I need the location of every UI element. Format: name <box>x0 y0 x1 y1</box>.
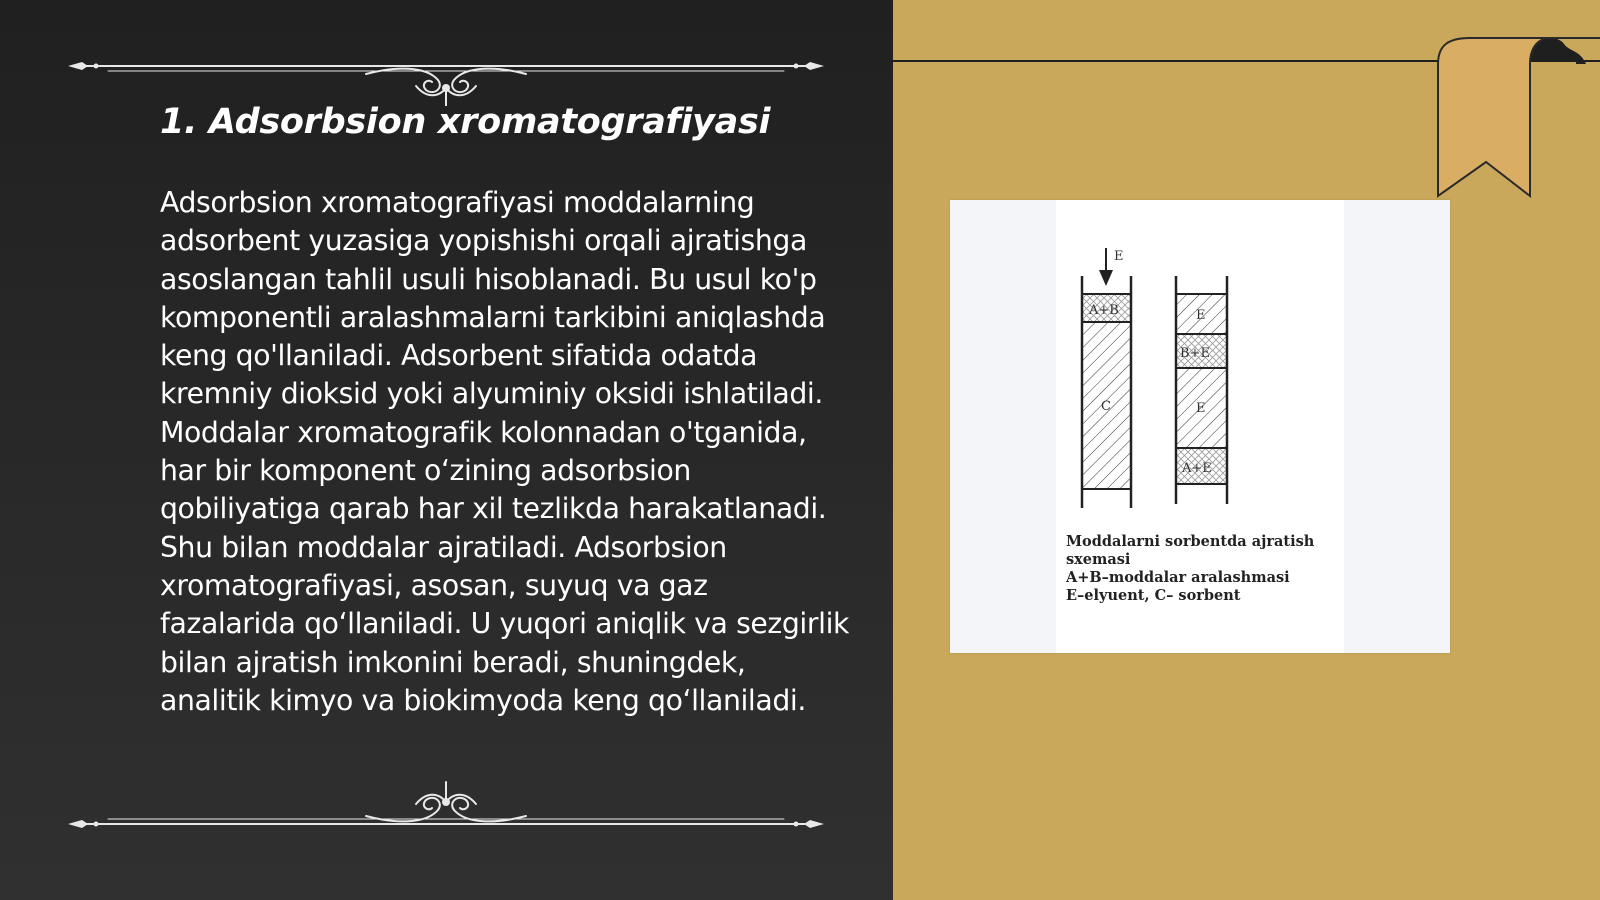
ornamental-divider-icon <box>66 36 826 106</box>
column1-top-label: A+B <box>1089 303 1119 318</box>
figure-caption-line-1: Moddalarni sorbentda ajratish <box>1066 533 1315 550</box>
ornamental-divider-icon <box>66 774 826 844</box>
slide-body-text: Adsorbsion xromatografiyasi moddalarning adsorbent yuzasiga yopishishi orqali ajratishga asoslangan tahlil usuli hisoblanadi. Bu usul ko'p komponentli aralashmalarni tarkibini aniqlashda keng qo'llaniladi. Adsorbent sifatida odatda kremniy dioksid yoki alyuminiy oksidi ishlatiladi. Moddalar xromatografik kolonnadan o'tganida, har bir komponent o‘zining adsorbsion qobiliyatiga qarab har xil tezlikda harakatlanadi. Shu bilan moddalar ajratiladi. Adsorbsion xromatografiyasi, asosan, suyuq va gaz fazalarida qo‘llaniladi. U yuqori aniqlik va sezgirlik bilan ajratish imkonini beradi, shuningdek, analitik kimyo va biokimyoda keng qo‘llaniladi. <box>160 186 850 717</box>
column-2 <box>1176 276 1227 504</box>
column2-label-1: E <box>1196 308 1206 323</box>
column2-label-2: B+E <box>1180 346 1210 361</box>
figure-caption-line-4: E–elyuent, C– sorbent <box>1066 587 1241 604</box>
figure-caption-line-2: sxemasi <box>1066 551 1131 568</box>
column-1 <box>1082 276 1131 508</box>
slide-title: 1. Adsorbsion xromatografiyasi <box>160 102 771 142</box>
column2-label-3: E <box>1196 401 1206 416</box>
column2-label-4: A+E <box>1182 461 1212 476</box>
bookmark-ribbon-icon <box>1430 30 1600 200</box>
column1-sorbent-label: C <box>1101 399 1111 414</box>
column-diagram-figure <box>950 200 1450 653</box>
eluent-label: E <box>1114 249 1124 264</box>
figure-caption-line-3: A+B–moddalar aralashmasi <box>1066 569 1290 586</box>
